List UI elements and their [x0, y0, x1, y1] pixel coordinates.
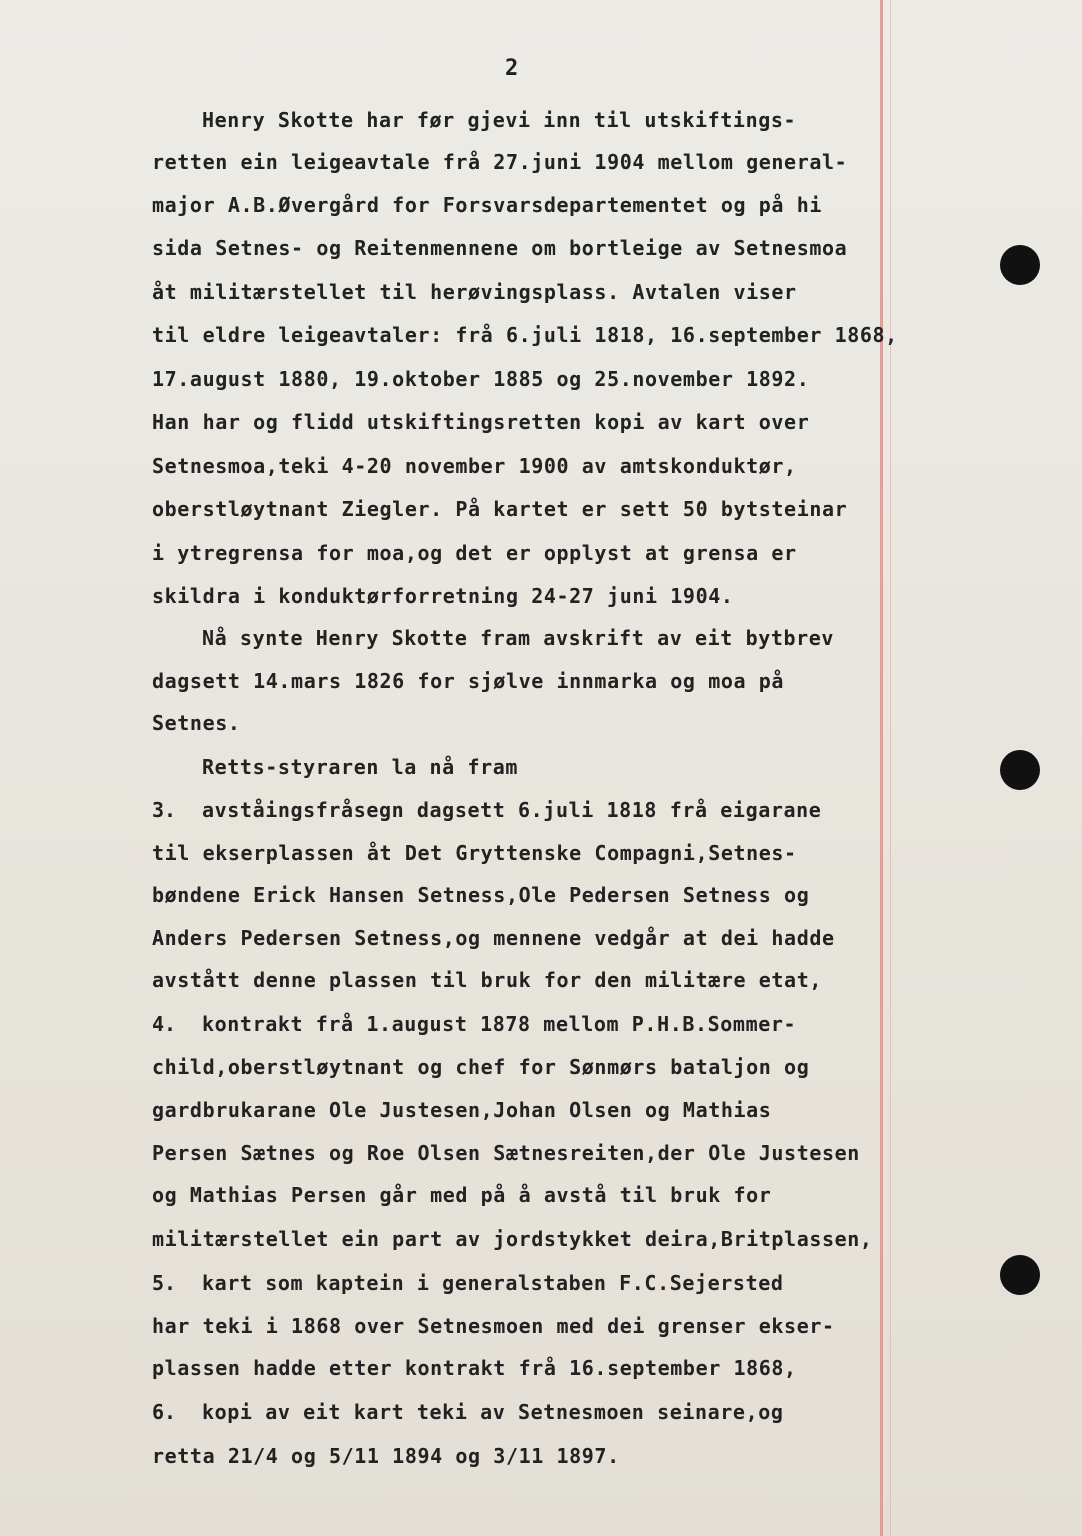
text-line: Retts-styraren la nå fram [202, 755, 519, 779]
punch-hole-icon [1000, 245, 1040, 285]
text-line: Han har og flidd utskiftingsretten kopi av kart over [152, 410, 810, 434]
text-line: 17.august 1880, 19.oktober 1885 og 25.november 1892. [152, 367, 810, 391]
text-line: major A.B.Øvergård for Forsvarsdepartementet og på hi [152, 193, 822, 217]
text-line: dagsett 14.mars 1826 for sjølve innmarka og moa på [152, 669, 785, 693]
text-line: Setnes. [152, 711, 241, 735]
margin-rule-secondary [890, 0, 891, 1536]
margin-rule [880, 0, 883, 1536]
item-number: 4. [152, 1012, 177, 1036]
text-line: Persen Sætnes og Roe Olsen Sætnesreiten,der Ole Justesen [152, 1141, 860, 1165]
page-number: 2 [505, 56, 519, 81]
text-line: kopi av eit kart teki av Setnesmoen seinare,og [202, 1400, 784, 1424]
text-line: oberstløytnant Ziegler. På kartet er sett 50 bytsteinar [152, 497, 848, 521]
text-line: skildra i konduktørforretning 24-27 juni 1904. [152, 584, 734, 608]
text-line: avstått denne plassen til bruk for den militære etat, [152, 968, 822, 992]
text-line: retta 21/4 og 5/11 1894 og 3/11 1897. [152, 1444, 620, 1468]
text-line: kontrakt frå 1.august 1878 mellom P.H.B.Sommer- [202, 1012, 797, 1036]
text-line: til eldre leigeavtaler: frå 6.juli 1818, 16.september 1868, [152, 323, 898, 347]
text-line: gardbrukarane Ole Justesen,Johan Olsen og Mathias [152, 1098, 772, 1122]
item-number: 5. [152, 1271, 177, 1295]
text-line: plassen hadde etter kontrakt frå 16.september 1868, [152, 1356, 797, 1380]
text-line: child,oberstløytnant og chef for Sønmørs bataljon og [152, 1055, 810, 1079]
text-line: avståingsfråsegn dagsett 6.juli 1818 frå eigarane [202, 798, 822, 822]
text-line: sida Setnes- og Reitenmennene om bortleige av Setnesmoa [152, 236, 848, 260]
text-line: retten ein leigeavtale frå 27.juni 1904 mellom general- [152, 150, 848, 174]
text-line: Setnesmoa,teki 4-20 november 1900 av amtskonduktør, [152, 454, 797, 478]
item-number: 6. [152, 1400, 177, 1424]
text-line: har teki i 1868 over Setnesmoen med dei grenser ekser- [152, 1314, 835, 1338]
text-line: Henry Skotte har før gjevi inn til utskiftings- [202, 108, 797, 132]
text-line: og Mathias Persen går med på å avstå til bruk for [152, 1183, 772, 1207]
text-line: militærstellet ein part av jordstykket deira,Britplassen, [152, 1227, 873, 1251]
text-line: Nå synte Henry Skotte fram avskrift av eit bytbrev [202, 626, 835, 650]
text-line: bøndene Erick Hansen Setness,Ole Pedersen Setness og [152, 883, 810, 907]
text-line: i ytregrensa for moa,og det er opplyst at grensa er [152, 541, 797, 565]
punch-hole-icon [1000, 1255, 1040, 1295]
text-line: til ekserplassen åt Det Gryttenske Compagni,Setnes- [152, 841, 797, 865]
punch-hole-icon [1000, 750, 1040, 790]
text-line: kart som kaptein i generalstaben F.C.Sejersted [202, 1271, 784, 1295]
text-line: åt militærstellet til herøvingsplass. Avtalen viser [152, 280, 797, 304]
item-number: 3. [152, 798, 177, 822]
text-line: Anders Pedersen Setness,og mennene vedgår at dei hadde [152, 926, 835, 950]
